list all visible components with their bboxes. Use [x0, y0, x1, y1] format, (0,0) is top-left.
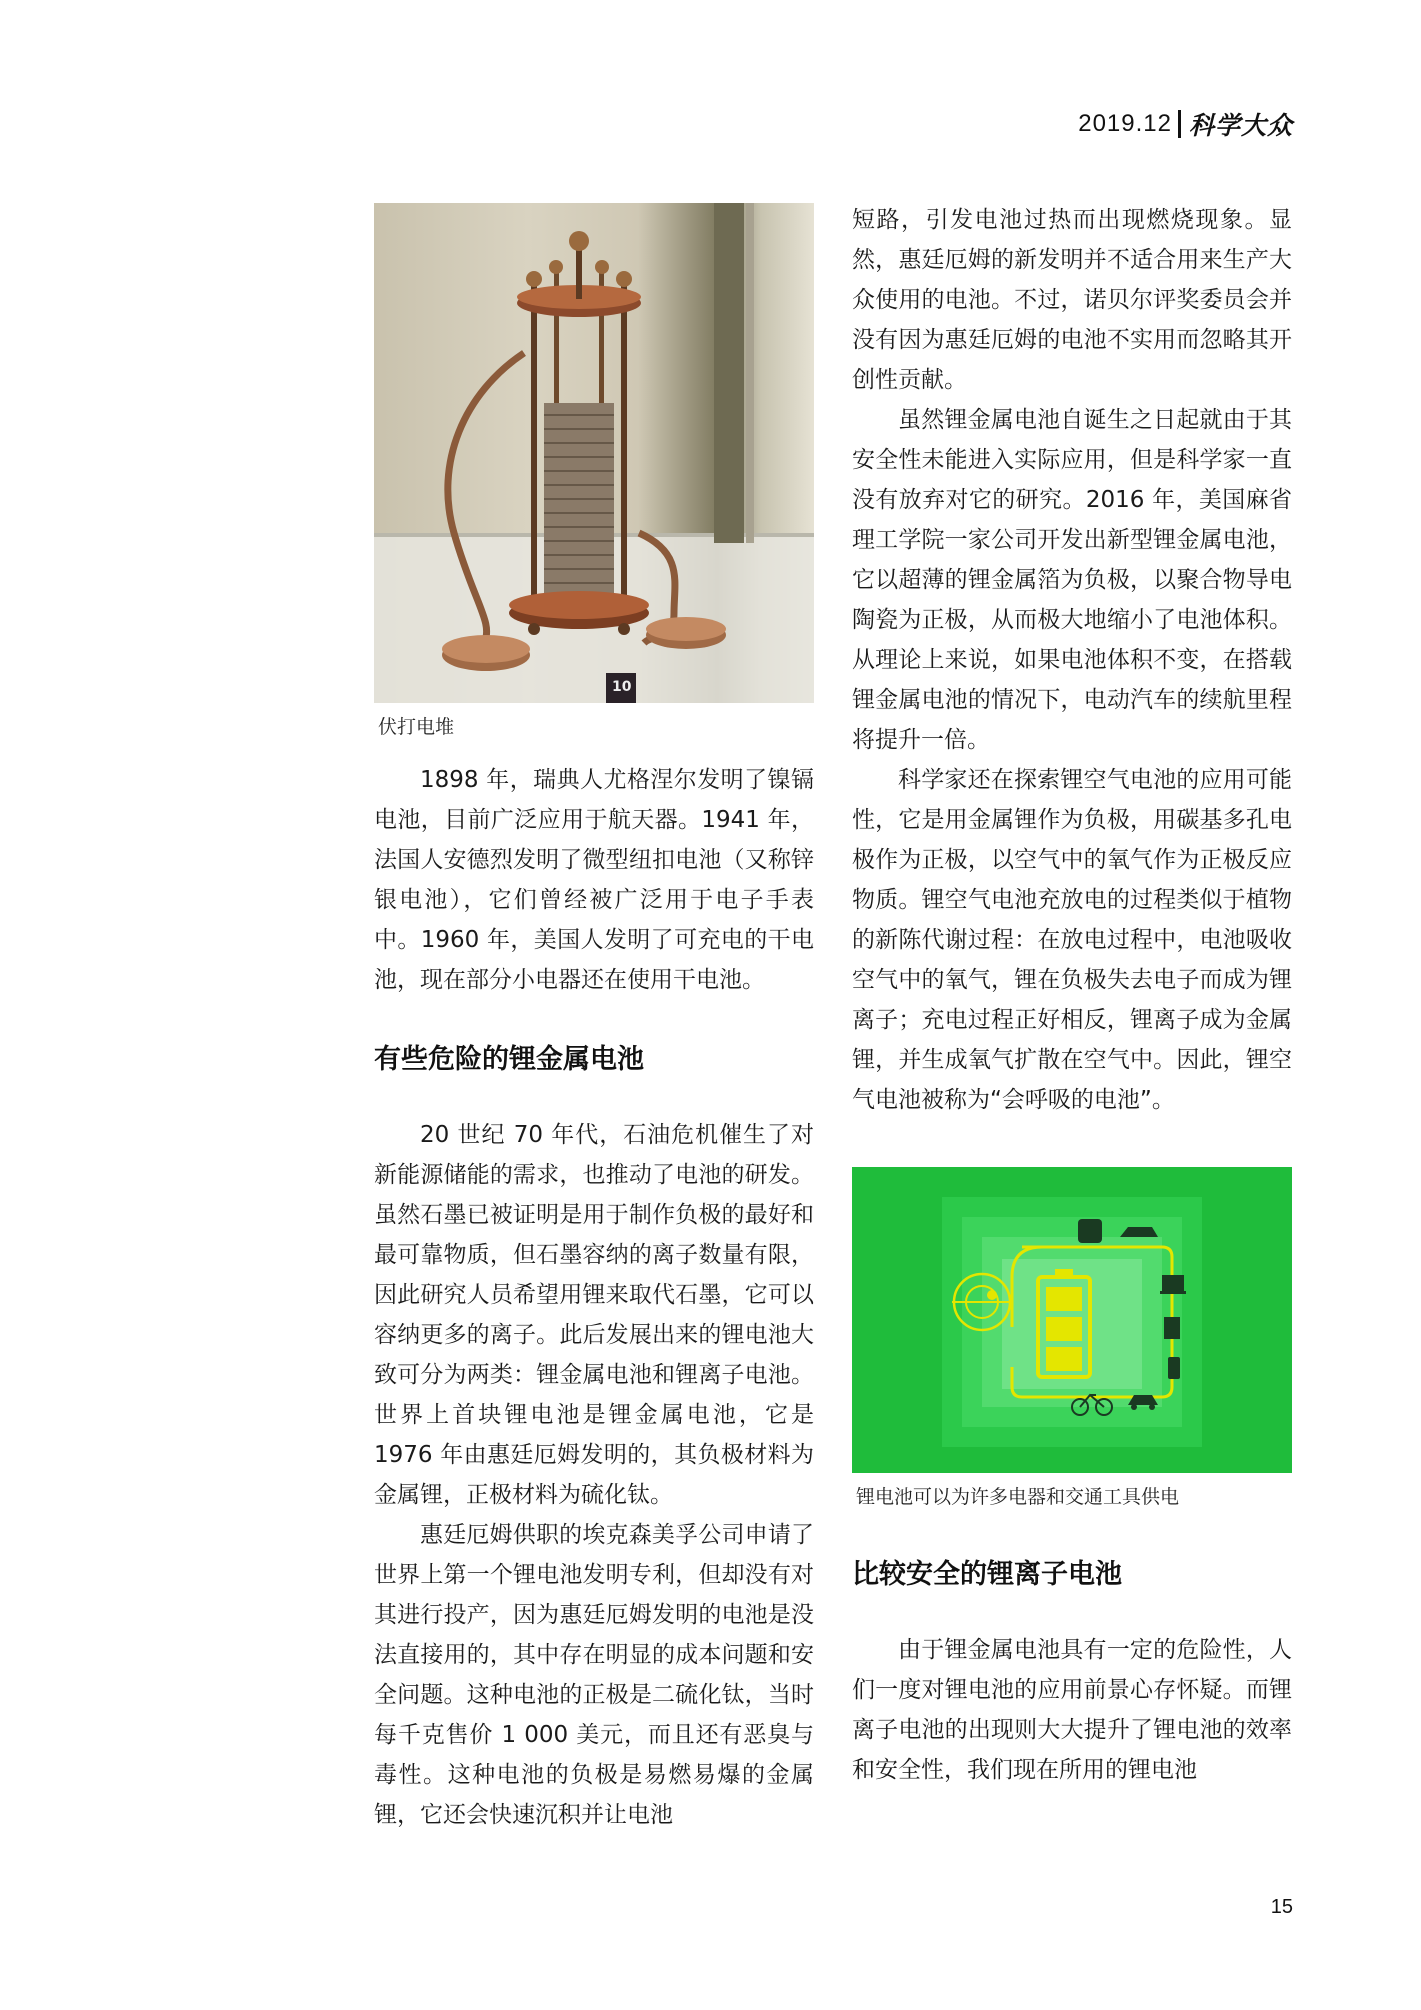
paragraph-exxon-patent: 惠廷厄姆供职的埃克森美孚公司申请了世界上第一个锂电池发明专利，但却没有对其进行投产，因为惠廷厄姆发明的电池是没法直接用的，其中存在明显的成本问题和安全问题。这种电池的正极是二硫化钛，当时每千克售价 1 000 美元，而且还有恶臭与毒性。这种电池的负极是易燃易爆的金属锂，它还会快速沉积并让电池	[374, 1522, 814, 1828]
running-header	[1078, 106, 1293, 142]
section-heading-lithium-ion: 比较安全的锂离子电池	[852, 1559, 1122, 1590]
section-heading-lithium-metal: 有些危险的锂金属电池	[374, 1044, 644, 1075]
paragraph-mit-research: 虽然锂金属电池自诞生之日起就由于其安全性未能进入实际应用，但是科学家一直没有放弃对它的研究。2016 年，美国麻省理工学院一家公司开发出新型锂金属电池，它以超薄的锂金属箔为负极，以聚合物导电陶瓷为正极，从而极大地缩小了电池体积。从理论上来说，如果电池体积不变，在搭载锂金属电池的情况下，电动汽车的续航里程将提升一倍。	[852, 407, 1292, 753]
left-column	[374, 203, 814, 1835]
photo-caption: 伏打电堆	[378, 716, 455, 738]
header-divider	[1178, 110, 1181, 138]
battery-applications-figure	[852, 1167, 1292, 1473]
paragraph-short-circuit: 短路，引发电池过热而出现燃烧现象。显然，惠廷厄姆的新发明并不适合用来生产大众使用的电池。不过，诺贝尔评奖委员会并没有因为惠廷厄姆的电池不实用而忽略其开创性贡献。	[852, 207, 1292, 393]
figure-caption: 锂电池可以为许多电器和交通工具供电	[856, 1486, 1180, 1508]
paragraph-oil-crisis: 20 世纪 70 年代，石油危机催生了对新能源储能的需求，也推动了电池的研发。虽然石墨已被证明是用于制作负极的最好和最可靠物质，但石墨容纳的离子数量有限，因此研究人员希望用锂来取代石墨，它可以容纳更多的离子。此后发展出来的锂电池大致可分为两类：锂金属电池和锂离子电池。世界上首块锂电池是锂金属电池，它是 1976 年由惠廷厄姆发明的，其负极材料为金属锂，正极材料为硫化钛。	[374, 1122, 814, 1508]
paragraph-history: 1898 年，瑞典人尤格涅尔发明了镍镉电池，目前广泛应用于航天器。1941 年，法国人安德烈发明了微型纽扣电池（又称锌银电池），它们曾经被广泛用于电子手表中。1960 年，美国人发明了可充电的干电池，现在部分小电器还在使用干电池。	[374, 767, 814, 993]
right-column	[852, 200, 1292, 1790]
paragraph-lithium-air: 科学家还在探索锂空气电池的应用可能性，它是用金属锂作为负极，用碳基多孔电极作为正极，以空气中的氧气作为正极反应物质。锂空气电池充放电的过程类似于植物的新陈代谢过程：在放电过程中，电池吸收空气中的氧气，锂在负极失去电子而成为锂离子；充电过程正好相反，锂离子成为金属锂，并生成氧气扩散在空气中。因此，锂空气电池被称为“会呼吸的电池”。	[852, 767, 1292, 1113]
issue-date: 2019.12	[1078, 110, 1172, 137]
voltaic-pile-illustration	[374, 203, 814, 703]
battery-applications-illustration	[852, 1167, 1292, 1473]
paragraph-lithium-ion: 由于锂金属电池具有一定的危险性，人们一度对锂电池的应用前景心存怀疑。而锂离子电池的出现则大大提升了锂电池的效率和安全性，我们现在所用的锂电池	[852, 1637, 1292, 1783]
page-number: 15	[1270, 1896, 1293, 1918]
magazine-name: 科学大众	[1188, 111, 1293, 140]
exhibit-tag-number: 10	[612, 679, 632, 695]
voltaic-pile-photo	[374, 203, 814, 703]
